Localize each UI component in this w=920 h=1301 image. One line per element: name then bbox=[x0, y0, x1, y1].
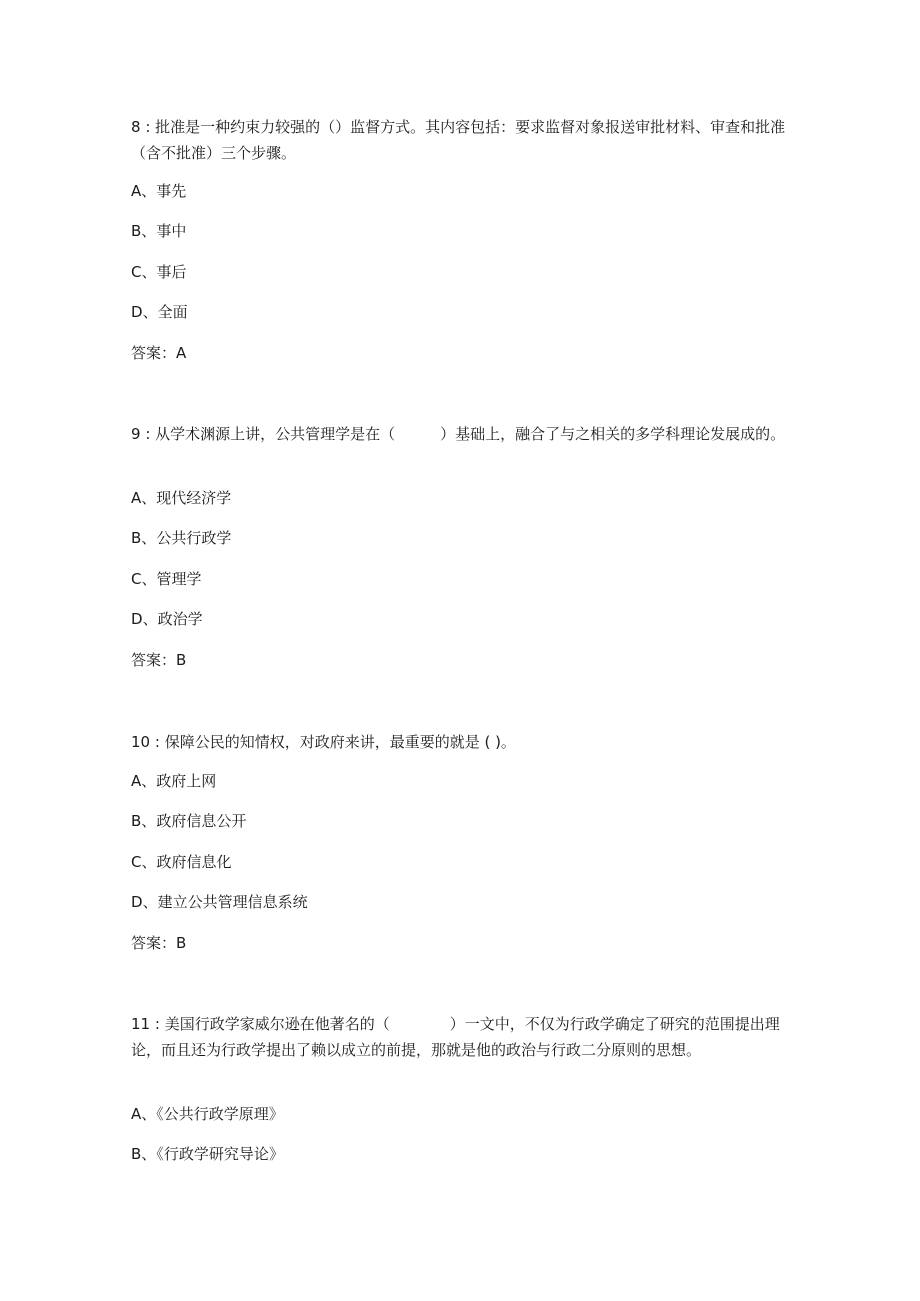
question-text: 从学术渊源上讲，公共管理学是在（ ）基础上，融合了与之相关的多学科理论发展成的。 bbox=[155, 425, 786, 443]
answer-label: 答案： bbox=[131, 934, 177, 952]
answer-value: B bbox=[176, 651, 187, 669]
option-b: B、事中 bbox=[131, 222, 187, 240]
question-stem: 11 : 美国行政学家威尔逊在他著名的（ ）一文中，不仅为行政学确定了研究的范围提出理论，而且还为行政学提出了赖以成立的前提，那就是他的政治与行政二分原则的思想。 bbox=[131, 1015, 780, 1059]
answer-value: B bbox=[176, 934, 187, 952]
option-a: A、现代经济学 bbox=[131, 489, 232, 507]
question-text: 美国行政学家威尔逊在他著名的（ ）一文中，不仅为行政学确定了研究的范围提出理论，而且还为行政学提出了赖以成立的前提，那就是他的政治与行政二分原则的思想。 bbox=[131, 1015, 780, 1059]
question-text: 保障公民的知情权，对政府来讲，最重要的就是 ( )。 bbox=[164, 733, 516, 751]
option-d: D、全面 bbox=[131, 303, 188, 321]
answer bbox=[131, 649, 186, 671]
question-number: 10 bbox=[131, 733, 151, 751]
question-11 bbox=[131, 1011, 791, 1163]
option-d: D、政治学 bbox=[131, 610, 203, 628]
option-d: D、建立公共管理信息系统 bbox=[131, 893, 308, 911]
answer bbox=[131, 932, 186, 954]
option-b: B、《行政学研究导论》 bbox=[131, 1145, 284, 1163]
option-c: C、政府信息化 bbox=[131, 853, 232, 871]
answer-label: 答案： bbox=[131, 651, 177, 669]
option-c: C、管理学 bbox=[131, 570, 202, 588]
question-10 bbox=[131, 729, 791, 952]
answer bbox=[131, 342, 186, 364]
option-b: B、政府信息公开 bbox=[131, 812, 247, 830]
option-a: A、政府上网 bbox=[131, 772, 217, 790]
question-8 bbox=[131, 114, 791, 362]
option-c: C、事后 bbox=[131, 263, 187, 281]
question-number: 11 bbox=[131, 1015, 151, 1033]
option-b: B、公共行政学 bbox=[131, 529, 232, 547]
answer-label: 答案： bbox=[131, 344, 177, 362]
question-number: 8 bbox=[131, 118, 141, 136]
answer-value: A bbox=[176, 344, 187, 362]
option-a: A、《公共行政学原理》 bbox=[131, 1105, 284, 1123]
question-number: 9 bbox=[131, 425, 141, 443]
question-text: 批准是一种约束力较强的（）监督方式。其内容包括：要求监督对象报送审批材料、审查和批准（含不批准）三个步骤。 bbox=[131, 118, 786, 162]
question-stem: 8 : 批准是一种约束力较强的（）监督方式。其内容包括：要求监督对象报送审批材料、审查和批准（含不批准）三个步骤。 bbox=[131, 118, 786, 162]
question-9 bbox=[131, 421, 791, 669]
question-stem: 9 : 从学术渊源上讲，公共管理学是在（ ）基础上，融合了与之相关的多学科理论发展成的。 bbox=[131, 425, 786, 443]
option-a: A、事先 bbox=[131, 182, 187, 200]
question-stem: 10 : 保障公民的知情权，对政府来讲，最重要的就是 ( )。 bbox=[131, 733, 516, 751]
